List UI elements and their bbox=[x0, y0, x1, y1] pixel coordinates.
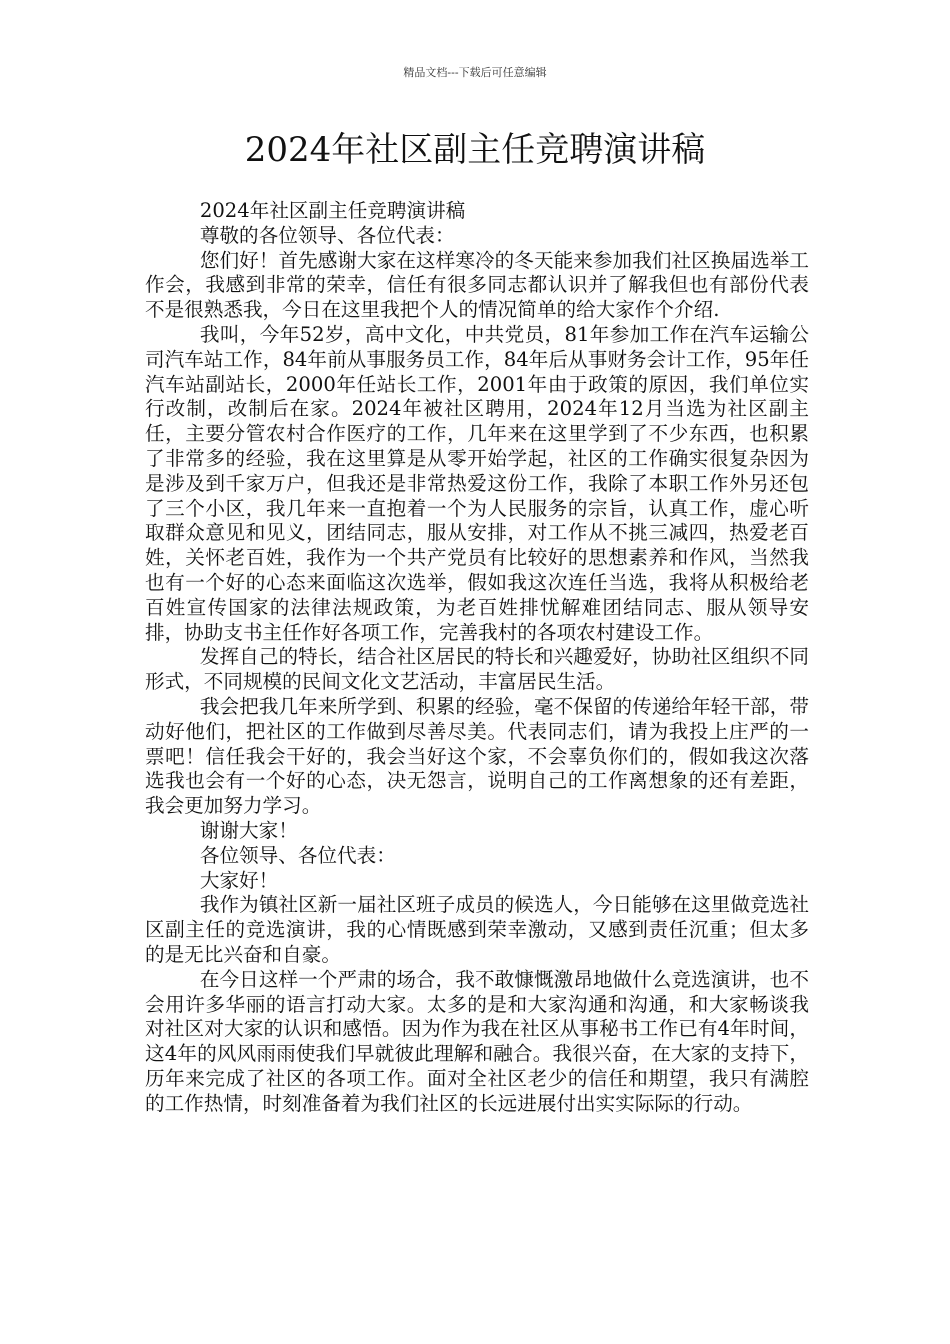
paragraph: 在今日这样一个严肃的场合，我不敢慷慨激昂地做什么竞选演讲，也不会用许多华丽的语言打动大家。太多的是和大家沟通和沟通，和大家畅谈我对社区对大家的认识和感悟。因为作为我在社区从事秘书工作已有4年时间，这4年的风风雨雨使我们早就彼此理解和融合。我很兴奋，在大家的支持下，历年来完成了社区的各项工作。面对全社区老少的信任和期望，我只有满腔的工作热情，时刻准备着为我们社区的长远进展付出实实际际的行动。 bbox=[145, 967, 809, 1115]
paragraph: 2024年社区副主任竞聘演讲稿 bbox=[199, 199, 466, 222]
document-title: 2024年社区副主任竞聘演讲稿 bbox=[244, 130, 706, 170]
paragraph: 各位领导、各位代表： bbox=[199, 843, 396, 867]
paragraph: 您们好！首先感谢大家在这样寒冷的冬天能来参加我们社区换届选举工作会，我感到非常的荣幸，信任有很多同志都认识并了解我但也有部份代表不是很熟悉我，今日在这里我把个人的情况简单的给大家作个介绍. bbox=[145, 248, 809, 322]
paragraph: 发挥自己的特长，结合社区居民的特长和兴趣爱好，协助社区组织不同形式，不同规模的民间文化文艺活动，丰富居民生活。 bbox=[145, 645, 809, 694]
paragraph: 我作为镇社区新一届社区班子成员的候选人，今日能够在这里做竞选社区副主任的竞选演讲，我的心情既感到荣幸激动，又感到责任沉重；但太多的是无比兴奋和自豪。 bbox=[145, 893, 809, 966]
paragraph: 我叫，今年52岁，高中文化，中共党员，81年参加工作在汽车运输公司汽车站工作，84年前从事服务员工作，84年后从事财务会计工作，95年任汽车站副站长，2000年任站长工作，2001年由于政策的原因，我们单位实行改制，改制后在家。2024年被社区聘用，2024年12月当选为社区副主任，主要分管农村合作医疗的工作，几年来在这里学到了不少东西，也积累了非常多的经验，我在这里算是从零开始学起，社区的工作确实很复杂因为是涉及到千家万户，但我还是非常热爱这份工作，我除了本职工作外另还包了三个小区，我几年来一直抱着一个为人民服务的宗旨，认真工作，虚心听取群众意见和见义，团结同志，服从安排，对工作从不挑三减四，热爱老百姓，关怀老百姓，我作为一个共产党员有比较好的思想素养和作风，当然我也有一个好的心态来面临这次选举，假如我这次连任当选，我将从积极给老百姓宣传国家的法律法规政策，为老百姓排忧解难团结同志、服从领导安排，协助支书主任作好各项工作，完善我村的各项农村建设工作。 bbox=[145, 322, 809, 644]
paragraph: 尊敬的各位领导、各位代表： bbox=[199, 223, 455, 247]
paragraph: 谢谢大家！ bbox=[199, 818, 298, 842]
header-note: 精品文档---下载后可任意编辑 bbox=[403, 66, 547, 79]
paragraph: 我会把我几年来所学到、积累的经验，毫不保留的传递给年轻干部，带动好他们，把社区的工作做到尽善尽美。代表同志们，请为我投上庄严的一票吧！信任我会干好的，我会当好这个家，不会辜负你们的，假如我这次落选我也会有一个好的心态，决无怨言，说明自己的工作离想象的还有差距，我会更加努力学习。 bbox=[145, 694, 809, 818]
document-body bbox=[145, 199, 809, 1116]
paragraph: 大家好！ bbox=[199, 868, 279, 892]
